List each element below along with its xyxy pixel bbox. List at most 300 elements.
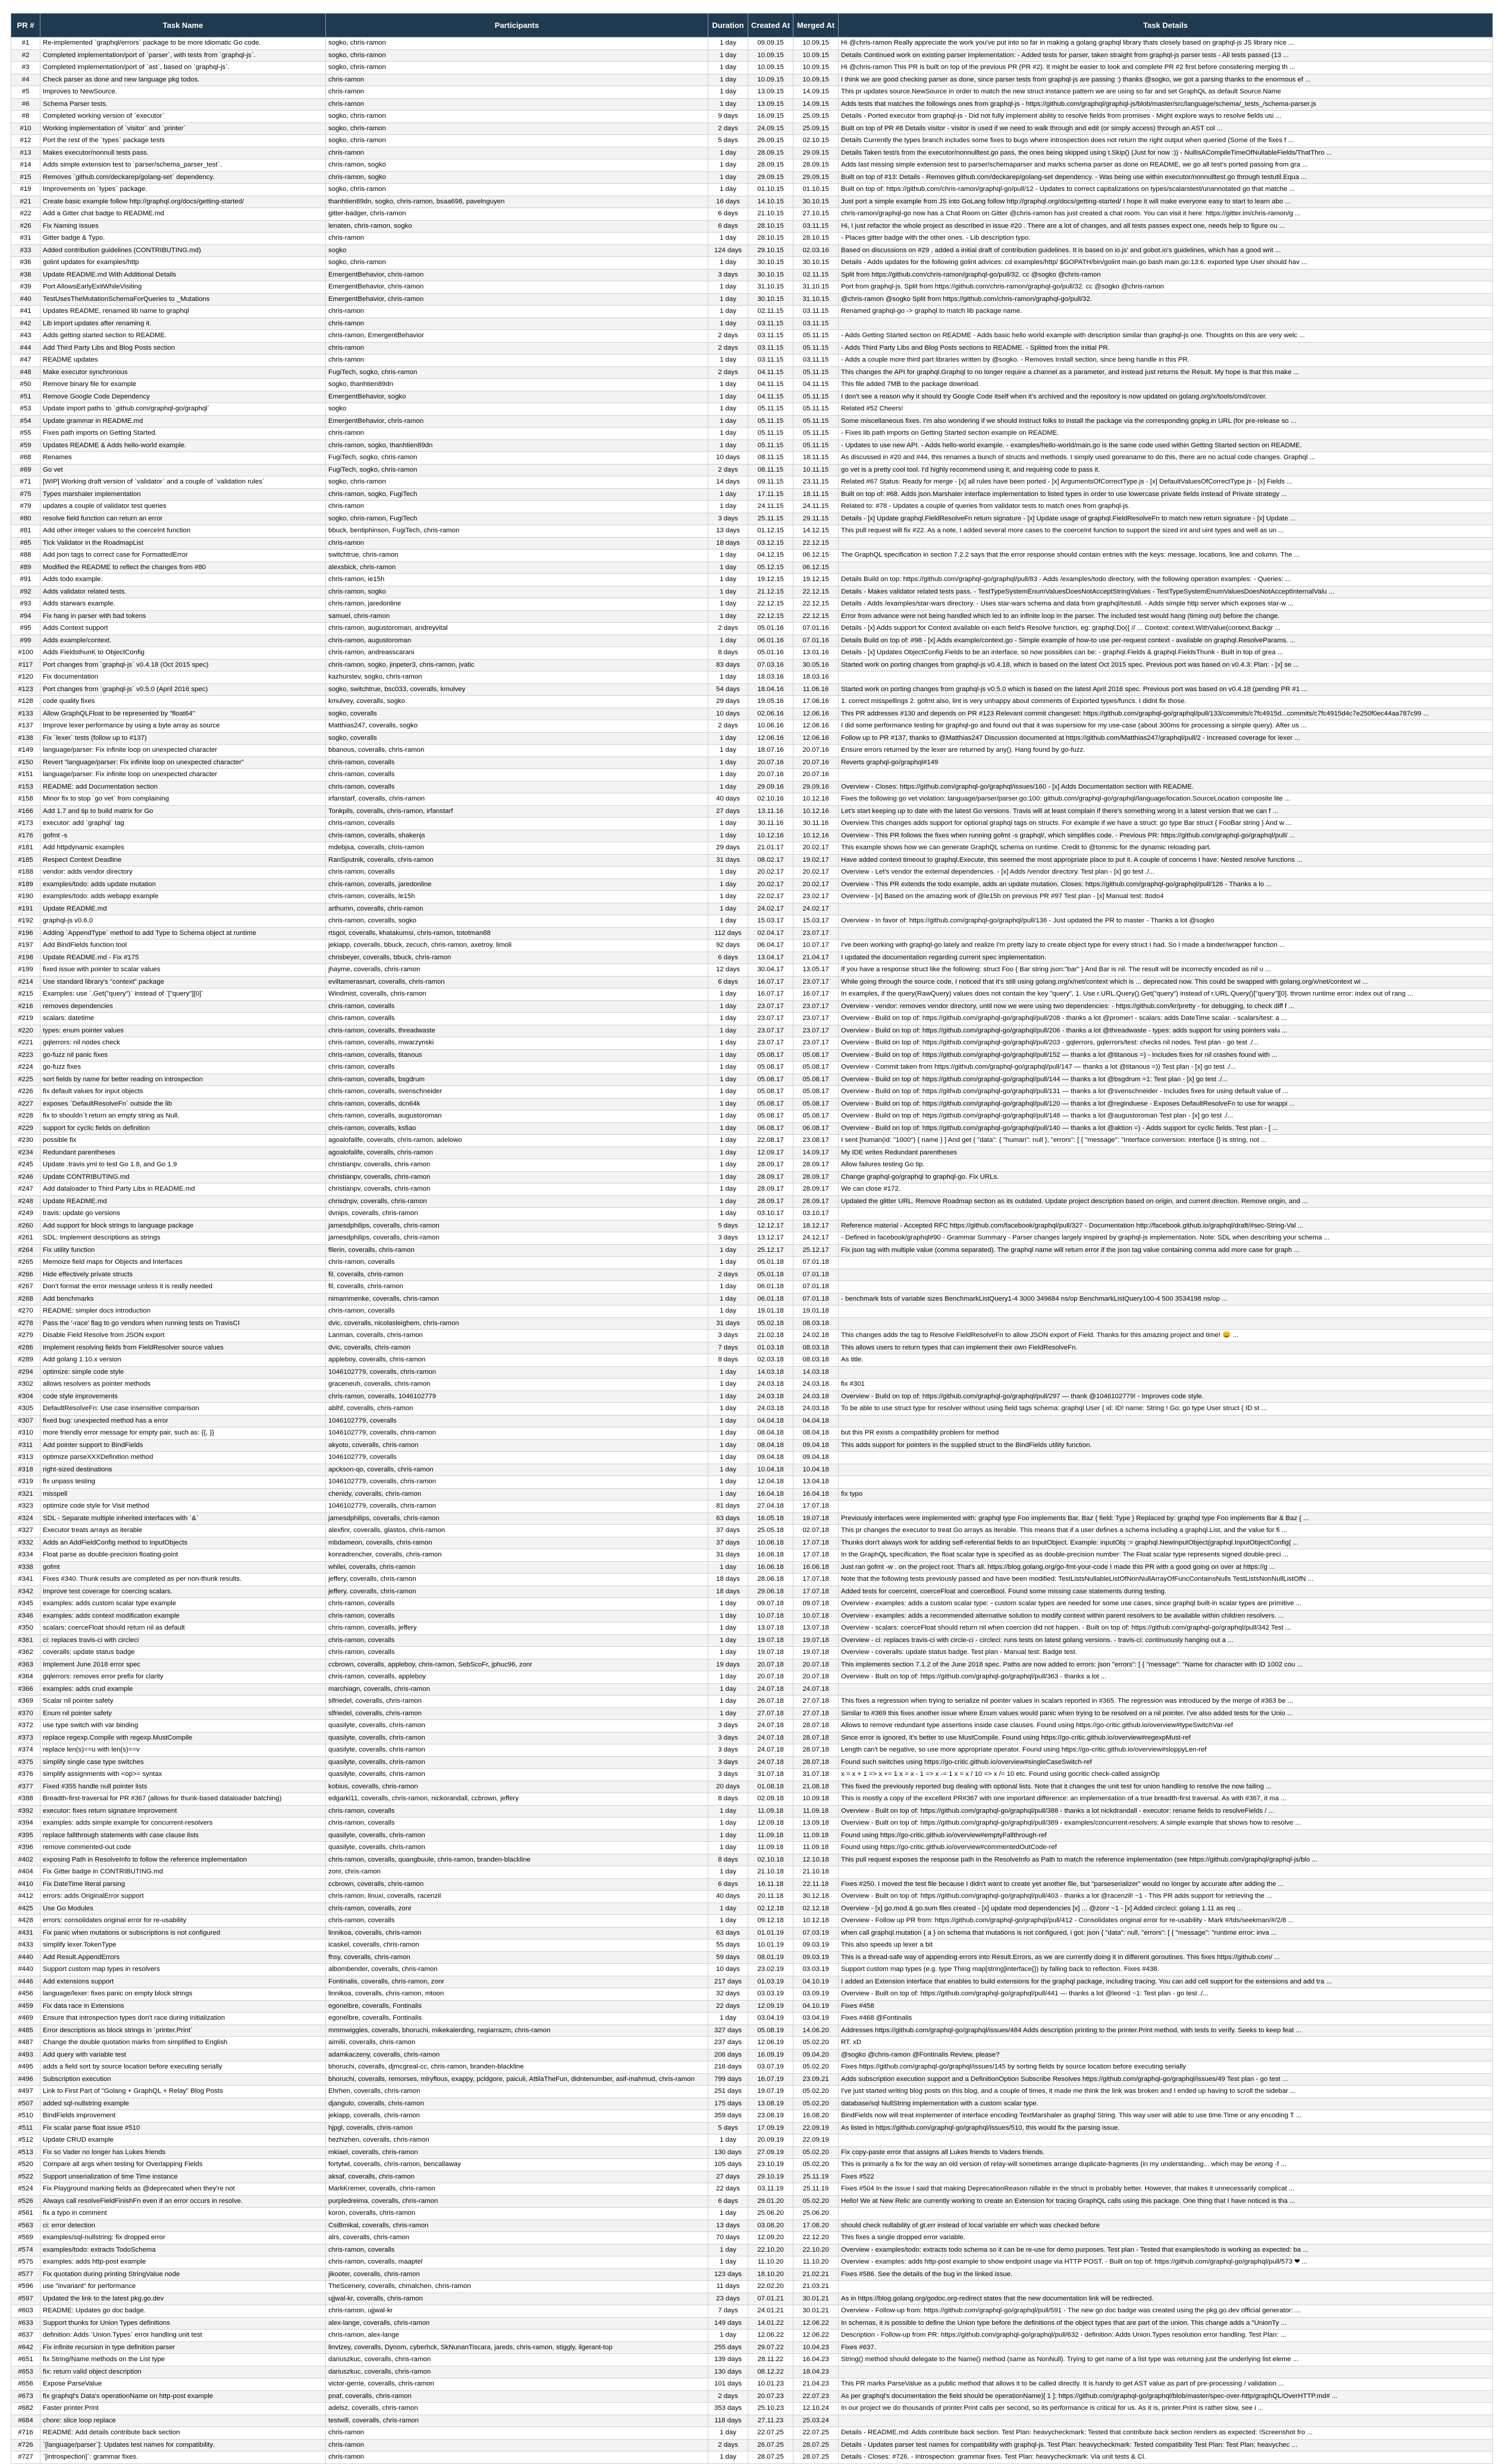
created-at-cell: 22.02.17 — [748, 891, 793, 903]
created-at-cell: 23.07.17 — [748, 1037, 793, 1050]
pr-number-cell: #89 — [11, 561, 40, 574]
merged-at-cell: 07.01.18 — [793, 1257, 839, 1269]
duration-cell: 8 days — [708, 1354, 748, 1367]
participants-cell: chris-ramon, sogko — [326, 171, 708, 184]
task-name-cell: README: add Documentation section — [40, 781, 326, 793]
pr-number-cell: #268 — [11, 1293, 40, 1305]
participants-cell: chris-ramon — [326, 2427, 708, 2440]
table-row — [11, 1842, 1493, 1854]
pr-number-cell: #214 — [11, 976, 40, 988]
duration-cell: 1 day — [708, 1147, 748, 1159]
duration-cell: 1 day — [708, 1452, 748, 1464]
task-details-cell: Overview - [x] Based on the amazing work of @le15h on previous PR #97 Test plan - [x] Manual test: ttodo4 — [839, 891, 1493, 903]
task-details-cell — [839, 769, 1493, 781]
pr-number-cell: #245 — [11, 1159, 40, 1172]
created-at-cell: 12.06.19 — [748, 2037, 793, 2049]
created-at-cell: 05.08.17 — [748, 1074, 793, 1086]
participants-cell: christianpv, coveralls, chris-ramon — [326, 1159, 708, 1172]
table-row — [11, 1720, 1493, 1732]
task-details-cell: chris-ramon/graphql-go now has a Chat Room on Gitter @chris-ramon has just created a chat room. You can visit it here: https://gitter.im/chris-ramon/g ... — [839, 208, 1493, 221]
merged-at-cell: 13.04.18 — [793, 1476, 839, 1489]
merged-at-cell: 18.03.16 — [793, 671, 839, 684]
created-at-cell: 25.05.18 — [748, 1525, 793, 1537]
task-name-cell: simplify assignments with <op>= syntax — [40, 1769, 326, 1781]
created-at-cell: 28.09.15 — [748, 159, 793, 172]
task-details-cell: Fixes #504 In the issue I said that making DeprecationReason nillable in the struct is probably better. However, that makes it unnecessarily complicat ... — [839, 2183, 1493, 2196]
merged-at-cell: 09.07.18 — [793, 1598, 839, 1611]
task-name-cell: Improve test coverage for coercing scalars. — [40, 1586, 326, 1598]
table-row — [11, 1574, 1493, 1586]
participants-cell: victor-gerrie, coveralls, chris-ramon — [326, 2378, 708, 2391]
task-name-cell: Fix so Vader no longer has Lukes friends — [40, 2146, 326, 2159]
pr-number-cell: #33 — [11, 244, 40, 257]
table-row — [11, 2232, 1493, 2245]
merged-at-cell: 20.07.16 — [793, 769, 839, 781]
header-duration[interactable]: Duration — [708, 14, 748, 37]
merged-at-cell: 22.12.15 — [793, 537, 839, 550]
created-at-cell: 06.01.16 — [748, 635, 793, 647]
task-name-cell: Add Result.AppendErrors — [40, 1951, 326, 1964]
pr-number-cell: #248 — [11, 1195, 40, 1208]
participants-cell: chris-ramon, coveralls — [326, 867, 708, 879]
header-task-details[interactable]: Task Details — [839, 14, 1493, 37]
duration-cell: 1 day — [708, 1842, 748, 1854]
duration-cell: 92 days — [708, 940, 748, 952]
pr-number-cell: #633 — [11, 2317, 40, 2330]
created-at-cell: 12.06.16 — [748, 732, 793, 745]
task-details-cell: Details - Adds updates for the following golint advices: cd examples/http/ $GOPATH/bin/golint main.go bash main.go:13:6: exported type User should hav ... — [839, 257, 1493, 269]
task-name-cell: replace fallthrough statements with case clause lists — [40, 1829, 326, 1842]
merged-at-cell: 24.12.17 — [793, 1232, 839, 1245]
table-row — [11, 1281, 1493, 1294]
pr-number-cell: #440 — [11, 1964, 40, 1976]
table-row — [11, 2061, 1493, 2074]
duration-cell: 27 days — [708, 2171, 748, 2183]
task-details-cell: Hello! We at New Relic are currently working to create an Extension for tracing GraphQL calls using this package. One thing that I have noticed is tha ... — [839, 2195, 1493, 2208]
merged-at-cell: 13.09.18 — [793, 1818, 839, 1830]
table-row — [11, 1634, 1493, 1647]
duration-cell: 1 day — [708, 1647, 748, 1659]
duration-cell: 1 day — [708, 1379, 748, 1391]
participants-cell: hjpgl, coveralls, chris-ramon — [326, 2122, 708, 2135]
task-name-cell: Updated the link to the latest pkg.go.dev — [40, 2293, 326, 2305]
table-row — [11, 671, 1493, 684]
merged-at-cell: 05.08.17 — [793, 1086, 839, 1098]
created-at-cell: 03.11.15 — [748, 354, 793, 367]
task-details-cell: RT. xD — [839, 2037, 1493, 2049]
duration-cell: 130 days — [708, 2146, 748, 2159]
duration-cell: 216 days — [708, 2061, 748, 2074]
duration-cell: 1 day — [708, 1561, 748, 1574]
table-row — [11, 1232, 1493, 1245]
task-name-cell: Update README.md - Fix #175 — [40, 952, 326, 964]
table-row — [11, 1244, 1493, 1257]
created-at-cell: 08.04.18 — [748, 1439, 793, 1452]
merged-at-cell: 05.02.20 — [793, 2159, 839, 2171]
participants-cell: sogko, chris-ramon — [326, 111, 708, 123]
table-row — [11, 1818, 1493, 1830]
task-details-cell — [839, 1464, 1493, 1476]
task-details-cell: Overview - Built on top of: https://github.com/graphql-go/graphql/pull/388 - thanks a lot nickdrandall - executor: rename fields to resolveFields / ... — [839, 1805, 1493, 1818]
duration-cell: 7 days — [708, 2305, 748, 2318]
pr-number-cell: #642 — [11, 2341, 40, 2354]
task-name-cell: Don't format the error message unless it is really needed — [40, 1281, 326, 1294]
pr-number-cell: #561 — [11, 2208, 40, 2220]
task-details-cell: Built on top of PR #8 Details visitor - visitor is used if we need to walk through and edit (or simply access) through an AST col ... — [839, 123, 1493, 135]
pr-number-cell: #3 — [11, 62, 40, 74]
task-name-cell: Remove Google Code Dependency — [40, 391, 326, 403]
participants-cell: jamesdphilips, coveralls, chris-ramon — [326, 1220, 708, 1232]
task-details-cell: Found using https://go-critic.github.io/overview#emptyFallthrough-ref — [839, 1829, 1493, 1842]
merged-at-cell: 12.06.16 — [793, 720, 839, 733]
duration-cell: 1 day — [708, 501, 748, 513]
task-name-cell: examples/todo: extracts TodoSchema — [40, 2244, 326, 2256]
pr-number-cell: #173 — [11, 818, 40, 830]
table-row — [11, 281, 1493, 294]
task-name-cell: Removes `github.com/deckarep/golang-set` dependency. — [40, 171, 326, 184]
duration-cell: 1 day — [708, 1171, 748, 1184]
merged-at-cell: 28.09.15 — [793, 159, 839, 172]
participants-cell: sogko, chris-ramon — [326, 476, 708, 489]
pr-number-cell: #726 — [11, 2439, 40, 2452]
merged-at-cell: 25.09.15 — [793, 123, 839, 135]
pr-number-cell: #220 — [11, 1025, 40, 1037]
task-name-cell: language/lexer: fixes panic on empty block strings — [40, 1988, 326, 2001]
created-at-cell: 04.11.15 — [748, 366, 793, 379]
duration-cell: 1 day — [708, 403, 748, 416]
task-name-cell: Add dataloader to Third Party Libs in README.md — [40, 1184, 326, 1196]
task-details-cell: Found such switches using https://go-critic.github.io/overview#singleCaseSwitch-ref — [839, 1756, 1493, 1769]
merged-at-cell: 28.10.15 — [793, 233, 839, 245]
merged-at-cell: 23.11.15 — [793, 476, 839, 489]
task-details-cell: This pull request exposes the response path in the ResolveInfo as Path to match the reference implementation (see https://github.com/graphql/graphql-js/blo ... — [839, 1854, 1493, 1866]
merged-at-cell: 23.08.17 — [793, 1135, 839, 1147]
table-row — [11, 440, 1493, 452]
duration-cell: 6 days — [708, 208, 748, 221]
task-name-cell: Working implementation of `visitor` and `printer` — [40, 123, 326, 135]
table-row — [11, 525, 1493, 538]
task-details-cell: Built on top of: https://github.com/chris-ramon/graphql-go/pull/12 - Updates to correct capitalizations on types/scalarstest/unannotated go that matche ... — [839, 184, 1493, 196]
task-name-cell: Memoize field maps for Objects and Interfaces — [40, 1257, 326, 1269]
merged-at-cell: 28.09.17 — [793, 1159, 839, 1172]
participants-cell: zonr, chris-ramon — [326, 1866, 708, 1879]
duration-cell: 1 day — [708, 1903, 748, 1915]
participants-cell: sogko, switchtrue, bsc033, coveralls, kmulvey — [326, 683, 708, 696]
task-details-cell: If you have a response struct like the following: struct Foo { Bar string json:"bar" } And Bar is nil. The result will be incorrectly encoded as nil u ... — [839, 964, 1493, 977]
merged-at-cell: 08.03.18 — [793, 1354, 839, 1367]
duration-cell: 175 days — [708, 2098, 748, 2110]
task-name-cell: Add other integer values to the coerceInt function — [40, 525, 326, 538]
duration-cell: 5 days — [708, 2122, 748, 2135]
duration-cell: 1 day — [708, 561, 748, 574]
merged-at-cell: 05.02.20 — [793, 2061, 839, 2074]
duration-cell: 1 day — [708, 1086, 748, 1098]
merged-at-cell: 19.07.18 — [793, 1634, 839, 1647]
duration-cell: 13 days — [708, 2220, 748, 2232]
pr-number-cell: #128 — [11, 696, 40, 708]
table-row — [11, 1427, 1493, 1440]
pr-number-cell: #225 — [11, 1074, 40, 1086]
task-name-cell: resolve field function can return an error — [40, 513, 326, 525]
task-details-cell: This is primarily a fix for the way an old version of relay-will sometimes arrange duplicate-fragments (in my understanding... which may be wrong -f ... — [839, 2159, 1493, 2171]
task-details-cell — [839, 1281, 1493, 1294]
task-details-cell: but this PR exists a compatibility problem for method — [839, 1427, 1493, 1440]
merged-at-cell: 22.09.19 — [793, 2135, 839, 2147]
duration-cell: 1 day — [708, 1403, 748, 1415]
created-at-cell: 20.07.18 — [748, 1659, 793, 1671]
participants-cell: chris-ramon — [326, 2452, 708, 2464]
merged-at-cell: 20.02.17 — [793, 867, 839, 879]
task-details-cell: Details Build on top of: #98 - [x] Adds example/context.go - Simple example of how-to use per-request context - available on graphql.ResolveParams. ... — [839, 635, 1493, 647]
pr-number-cell: #727 — [11, 2452, 40, 2464]
duration-cell: 6 days — [708, 952, 748, 964]
merged-at-cell: 03.11.15 — [793, 306, 839, 318]
table-row — [11, 683, 1493, 696]
task-name-cell: Fix DateTime literal parsing — [40, 1878, 326, 1891]
merged-at-cell: 28.07.18 — [793, 1720, 839, 1732]
duration-cell: 3 days — [708, 1756, 748, 1769]
duration-cell: 1 day — [708, 1074, 748, 1086]
task-details-cell: Adds tests that matches the followings ones from graphql-js - https://github.com/graphql/graphql-js/blob/master/src/language/schema/_tests_/schema-parser.js — [839, 98, 1493, 111]
header-merged-at[interactable]: Merged At — [793, 14, 839, 37]
participants-cell: konradrencher, coveralls, chris-ramon — [326, 1549, 708, 1562]
table-row — [11, 2037, 1493, 2049]
duration-cell: 1 day — [708, 440, 748, 452]
pr-number-cell: #286 — [11, 1342, 40, 1354]
task-details-cell: Details Continued work on existing parser implementation: - Added tests for parser, taken straight from graphql-js parser tests - All tests passed (13 ... — [839, 49, 1493, 62]
header-task-name[interactable]: Task Name — [40, 14, 326, 37]
task-name-cell: Add BindFields function tool — [40, 940, 326, 952]
participants-cell: sogko — [326, 244, 708, 257]
table-row — [11, 415, 1493, 428]
merged-at-cell: 10.07.17 — [793, 940, 839, 952]
table-row — [11, 1354, 1493, 1367]
created-at-cell: 05.08.17 — [748, 1086, 793, 1098]
duration-cell: 18 days — [708, 1574, 748, 1586]
table-row — [11, 1769, 1493, 1781]
participants-cell: chris-ramon — [326, 342, 708, 354]
table-row — [11, 769, 1493, 781]
duration-cell: 1 day — [708, 1195, 748, 1208]
duration-cell: 1 day — [708, 1464, 748, 1476]
pr-number-cell: #350 — [11, 1622, 40, 1635]
table-row — [11, 891, 1493, 903]
pr-number-cell: #345 — [11, 1598, 40, 1611]
duration-cell: 29 days — [708, 842, 748, 855]
pr-number-cell: #31 — [11, 233, 40, 245]
task-details-cell: Note that the following tests previously passed and have been modified: TestListsNullableListOfNonNullArrayOfFuncContainsNulls TestListsNonNullListOfN ... — [839, 1574, 1493, 1586]
task-name-cell: Fixes path imports on Getting Started. — [40, 428, 326, 440]
table-row — [11, 196, 1493, 208]
merged-at-cell: 14.06.20 — [793, 2024, 839, 2037]
table-row — [11, 2208, 1493, 2220]
task-details-cell: This PR addresses #130 and depends on PR #123 Relevant commit changeset: https://github.com/graphql-go/graphql/pull/133/commits/c7fc4915d...commits/c7fc4915d4c7e250f0ec44aa787c99 ... — [839, 708, 1493, 720]
task-details-cell: Let's start keeping up to date with the latest Go versions. Travis will at least complain if there's something wrong in a latest version that we can f ... — [839, 805, 1493, 818]
table-row — [11, 561, 1493, 574]
merged-at-cell: 10.07.18 — [793, 1610, 839, 1622]
participants-cell: bbanous, coveralls, chris-ramon — [326, 745, 708, 757]
table-row — [11, 2098, 1493, 2110]
task-details-cell: - Fixes lib path imports on Getting Started section example on README. — [839, 428, 1493, 440]
created-at-cell: 02.04.17 — [748, 927, 793, 940]
table-row — [11, 720, 1493, 733]
merged-at-cell: 28.09.17 — [793, 1184, 839, 1196]
pr-number-cell: #425 — [11, 1903, 40, 1915]
created-at-cell: 05.08.17 — [748, 1110, 793, 1123]
duration-cell: 237 days — [708, 2037, 748, 2049]
table-row — [11, 1805, 1493, 1818]
participants-cell: chris-ramon, coveralls — [326, 818, 708, 830]
table-row — [11, 878, 1493, 891]
task-details-cell: This example shows how we can generate GraphQL schema on runtime. Credit to @tommic for the dynamic reloading part. — [839, 842, 1493, 855]
pr-number-cell: #307 — [11, 1415, 40, 1427]
duration-cell: 40 days — [708, 793, 748, 806]
duration-cell: 22 days — [708, 2000, 748, 2013]
duration-cell: 22 days — [708, 2183, 748, 2196]
task-name-cell: Adding `AppendType` method to add Type to Schema object at runtime — [40, 927, 326, 940]
duration-cell: 1 day — [708, 2452, 748, 2464]
created-at-cell: 09.09.15 — [748, 37, 793, 50]
merged-at-cell: 10.09.15 — [793, 37, 839, 50]
table-row — [11, 2195, 1493, 2208]
merged-at-cell: 10.09.18 — [793, 1793, 839, 1806]
task-name-cell: errors: consolidates original error for re-usability — [40, 1915, 326, 1928]
participants-cell: chris-ramon, sogko, jinpeter3, chris-ramon, jvatic — [326, 659, 708, 671]
table-row — [11, 2122, 1493, 2135]
pr-number-cell: #270 — [11, 1305, 40, 1318]
task-details-cell: We can close #172. — [839, 1184, 1493, 1196]
task-details-cell: Details - [x] Update graphql.FieldResolveFn return signature - [x] Update usage of graphql.FieldResolveFn to match new return signature - [x] Update ... — [839, 513, 1493, 525]
duration-cell: 1 day — [708, 415, 748, 428]
pr-number-cell: #487 — [11, 2037, 40, 2049]
task-details-cell: I've been working with graphql-go lately and realize I'm pretty lazy to create object type for every struct I had. So I made a binder/wrapper function ... — [839, 940, 1493, 952]
task-details-cell — [839, 318, 1493, 330]
task-name-cell: gqlerrors: removes error prefix for clarity — [40, 1671, 326, 1684]
participants-cell: EmergentBehavior, chris-ramon — [326, 269, 708, 281]
task-name-cell: replace len(s)==u with len(s)==v — [40, 1744, 326, 1757]
pr-number-cell: #4 — [11, 74, 40, 86]
participants-cell: quasilyte, coveralls, chris-ramon — [326, 1829, 708, 1842]
task-name-cell: Update README.md — [40, 1195, 326, 1208]
table-row — [11, 2378, 1493, 2391]
task-details-cell: Hi @chris-ramon This PR is built on top of the previous PR (PR #2). It might be easier to look and complete PR #2 first before considering merging th ... — [839, 62, 1493, 74]
pr-number-cell: #54 — [11, 415, 40, 428]
task-name-cell: language/parser: Fix infinite loop on unexpected character — [40, 745, 326, 757]
task-details-cell: Addresses https://github.com/graphql-go/graphql/issues/484 Adds description printing to the printer.Print method, with tests to verify. Seeks to keep feat ... — [839, 2024, 1493, 2037]
merged-at-cell: 14.09.17 — [793, 1147, 839, 1159]
merged-at-cell: 27.07.18 — [793, 1696, 839, 1708]
task-name-cell: support for cyclic fields on definition — [40, 1122, 326, 1135]
duration-cell: 1 day — [708, 1610, 748, 1622]
created-at-cell: 02.09.18 — [748, 1793, 793, 1806]
task-details-cell: I updated the documentation regarding current spec implementation. — [839, 952, 1493, 964]
table-row — [11, 1390, 1493, 1403]
pr-number-cell: #40 — [11, 293, 40, 306]
task-name-cell: examples/todo: adds update mutation — [40, 878, 326, 891]
table-row — [11, 1939, 1493, 1952]
table-row — [11, 123, 1493, 135]
pr-number-cell: #42 — [11, 318, 40, 330]
header-participants[interactable]: Participants — [326, 14, 708, 37]
created-at-cell: 30.11.16 — [748, 818, 793, 830]
task-name-cell: Check parser as done and new language pkg todos. — [40, 74, 326, 86]
task-details-cell: 1. correct misspellings 2. gofmt also, lint is very unhappy about comments of Exported types/funcs. I didnt fix those. — [839, 696, 1493, 708]
merged-at-cell: 13.01.16 — [793, 647, 839, 660]
created-at-cell: 14.01.22 — [748, 2317, 793, 2330]
participants-cell: chris-ramon, coveralls, ksfiao — [326, 1122, 708, 1135]
participants-cell: MarkKremer, coveralls, chris-ramon — [326, 2183, 708, 2196]
table-row — [11, 269, 1493, 281]
created-at-cell: 24.03.18 — [748, 1403, 793, 1415]
task-details-cell: This fixes a regression when trying to serialize nil pointer values in scalars reported in #365. The regression was introduced by the merge of #363 be ... — [839, 1696, 1493, 1708]
participants-cell: chris-ramon, coveralls — [326, 1013, 708, 1025]
task-name-cell: graphql-js v0.6.0 — [40, 915, 326, 928]
table-row — [11, 244, 1493, 257]
task-details-cell: Overview - Build on top of: https://github.com/graphql-go/graphql/pull/140 — thanks a lot @aktion =) - Adds support for cyclic fields. Test plan - [ ... — [839, 1122, 1493, 1135]
table-row — [11, 952, 1493, 964]
participants-cell: purpledreima, coveralls, chris-ramon — [326, 2195, 708, 2208]
merged-at-cell: 17.07.18 — [793, 1501, 839, 1513]
merged-at-cell: 25.11.19 — [793, 2183, 839, 2196]
participants-cell: chris-ramon — [326, 318, 708, 330]
header-created-at[interactable]: Created At — [748, 14, 793, 37]
table-row — [11, 574, 1493, 586]
task-details-cell: While going through the source code, I noticed that it's still using golang.org/x/net/context which is ... deprecated now. This could be swapped with golang.org/x/net/context wi ... — [839, 976, 1493, 988]
table-row — [11, 1000, 1493, 1013]
created-at-cell: 02.12.18 — [748, 1903, 793, 1915]
task-name-cell: optimize code style for Visit method — [40, 1501, 326, 1513]
created-at-cell: 27.07.18 — [748, 1707, 793, 1720]
task-name-cell: Makes executor/nonnull tests pass. — [40, 147, 326, 159]
merged-at-cell: 11.10.20 — [793, 2256, 839, 2269]
table-row — [11, 354, 1493, 367]
pr-number-cell: #38 — [11, 269, 40, 281]
merged-at-cell: 21.03.21 — [793, 2281, 839, 2293]
table-row — [11, 793, 1493, 806]
participants-cell: chris-ramon, coveralls — [326, 1000, 708, 1013]
header-pr-number[interactable]: PR # — [11, 14, 40, 37]
duration-cell: 1 day — [708, 769, 748, 781]
task-details-cell: This fixed the previously reported bug dealing with optional lists. Note that it changes the unit test for union handling to resolve the now failing ... — [839, 1781, 1493, 1793]
duration-cell: 1 day — [708, 1915, 748, 1928]
created-at-cell: 27.04.18 — [748, 1501, 793, 1513]
merged-at-cell: 12.10.24 — [793, 2403, 839, 2415]
duration-cell: 1 day — [708, 671, 748, 684]
pr-number-cell: #153 — [11, 781, 40, 793]
task-name-cell: Fix quotation during printing StringValue node — [40, 2268, 326, 2281]
task-name-cell: allows resolvers as pointer methods — [40, 1379, 326, 1391]
duration-cell: 1 day — [708, 988, 748, 1001]
pr-number-cell: #197 — [11, 940, 40, 952]
created-at-cell: 06.04.17 — [748, 940, 793, 952]
created-at-cell: 12.09.19 — [748, 2000, 793, 2013]
table-row — [11, 391, 1493, 403]
duration-cell: 2 days — [708, 1269, 748, 1281]
task-name-cell: README: simpler docs introduction — [40, 1305, 326, 1318]
merged-at-cell: 06.12.15 — [793, 550, 839, 562]
merged-at-cell: 24.11.15 — [793, 501, 839, 513]
task-details-cell: As discussed in #20 and #44, this renames a bunch of structs and methods. I simply used goreaname to do this, there are no actual code changes. Graphql ... — [839, 452, 1493, 464]
pr-number-cell: #433 — [11, 1939, 40, 1952]
participants-cell: fortytwl, coveralls, chris-ramon, bencallaway — [326, 2159, 708, 2171]
created-at-cell: 05.01.16 — [748, 647, 793, 660]
duration-cell: 54 days — [708, 683, 748, 696]
created-at-cell: 01.03.19 — [748, 1976, 793, 1988]
task-name-cell: Update CONTRIBUTING.md — [40, 1171, 326, 1184]
task-name-cell: Remove binary file for example — [40, 379, 326, 391]
task-name-cell: Add support for block strings to language package — [40, 1220, 326, 1232]
created-at-cell: 21.01.17 — [748, 842, 793, 855]
